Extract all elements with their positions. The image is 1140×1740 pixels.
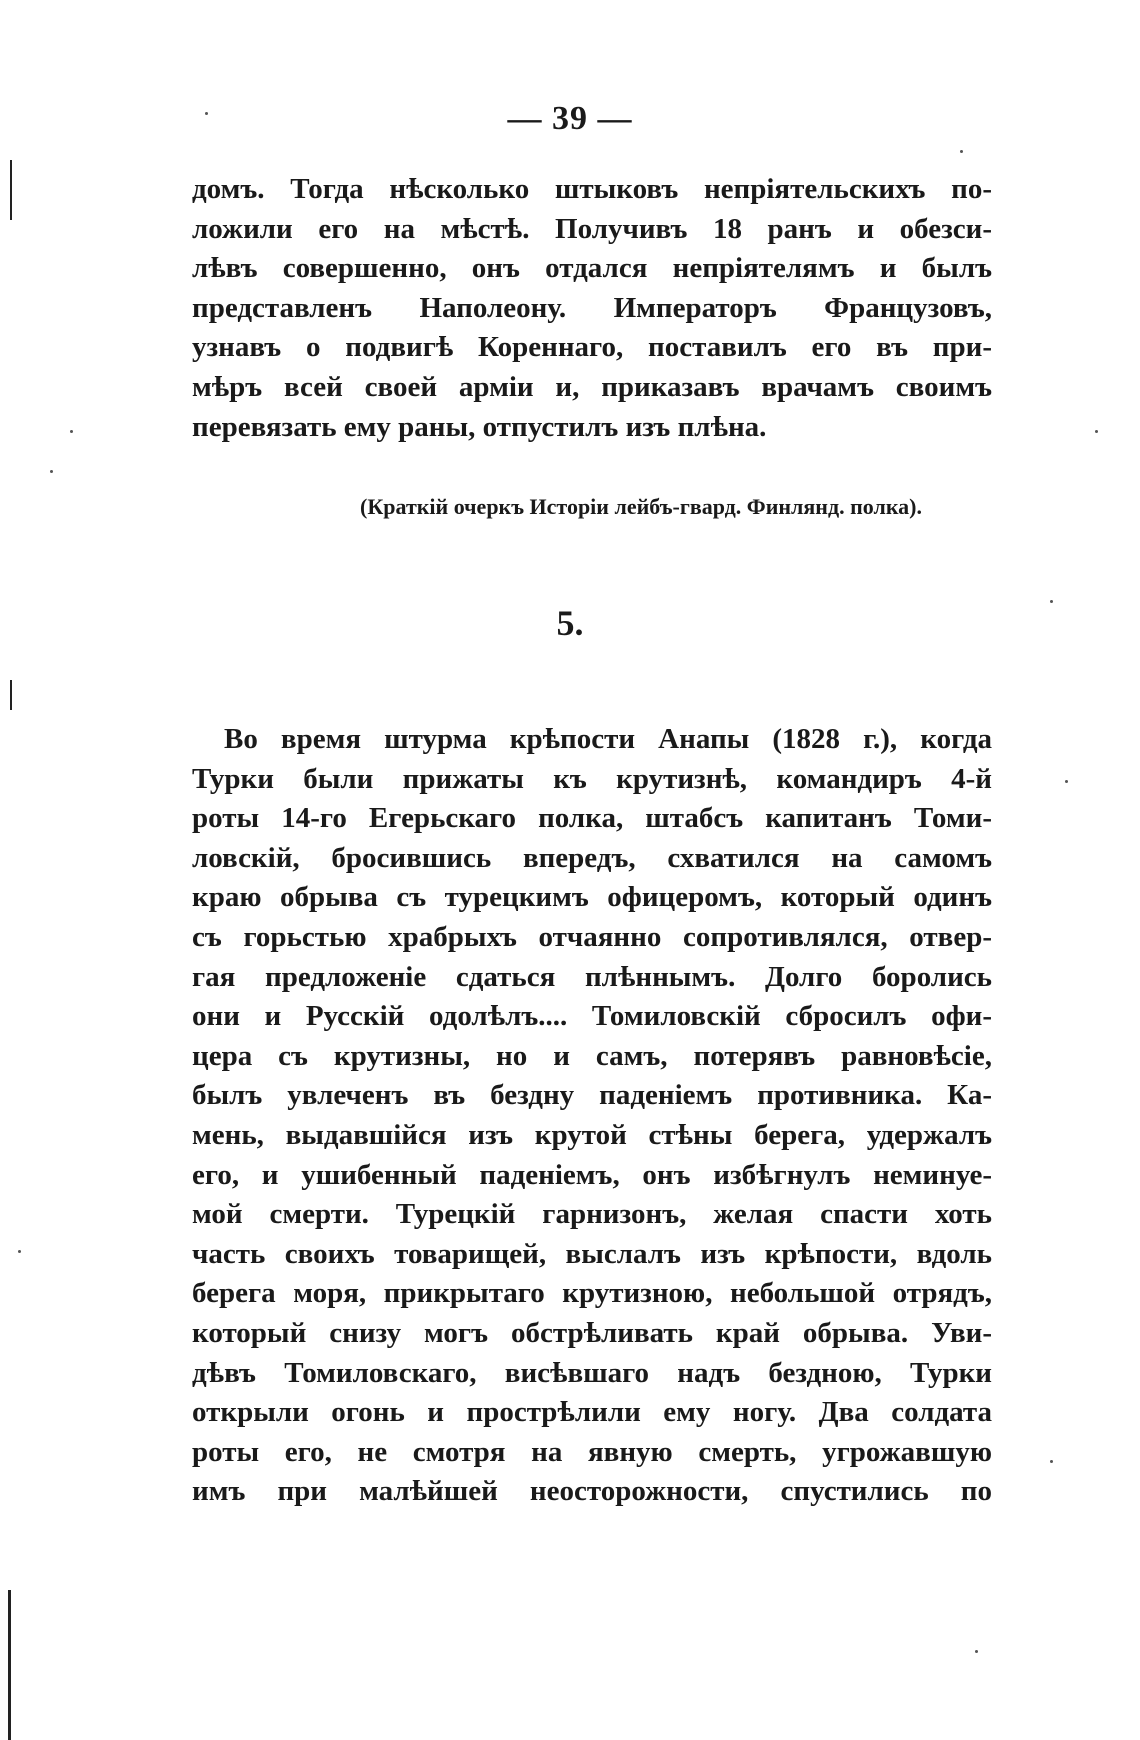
scan-speck [50, 470, 53, 473]
text-line: лѣвъ совершенно, онъ отдался непріятелямъ и былъ [192, 252, 992, 285]
text-line: мой смерти. Турецкій гарнизонъ, желая спасти хоть [192, 1198, 992, 1231]
scan-speck [1050, 1460, 1053, 1463]
text-line: домъ. Тогда нѣсколько штыковъ непріятельскихъ по- [192, 173, 992, 205]
scan-speck [975, 1650, 978, 1653]
text-line: который снизу могъ обстрѣливать край обрыва. Уви- [192, 1316, 992, 1349]
text-line: мень, выдавшійся изъ крутой стѣны берега, удержалъ [192, 1118, 992, 1151]
text-line: Во время штурма крѣпости Анапы (1828 г.), когда [224, 723, 992, 755]
text-line: его, и ушибенный паденіемъ, онъ избѣгнулъ неминуе- [192, 1158, 992, 1191]
text-line: цера съ крутизны, но и самъ, потерявъ равновѣсіе, [192, 1039, 992, 1072]
text-line: перевязать ему раны, отпустилъ изъ плѣна. [192, 410, 767, 443]
scan-speck [960, 150, 963, 153]
text-line: они и Русскій одолѣлъ.... Томиловскій сбросилъ офи- [192, 1000, 992, 1033]
source-citation: (Краткій очеркъ Исторіи лейбъ-гвард. Финлянд. полка). [360, 494, 922, 519]
text-line: краю обрыва съ турецкимъ офицеромъ, который одинъ [192, 881, 992, 914]
scan-speck [1065, 780, 1068, 783]
text-line: представленъ Наполеону. Императоръ Французовъ, [192, 291, 992, 324]
section-number: 5. [556, 603, 584, 643]
text-line: часть своихъ товарищей, выслалъ изъ крѣпости, вдоль [192, 1237, 992, 1270]
scan-speck [70, 430, 73, 433]
scan-speck [1050, 600, 1053, 603]
text-line: дѣвъ Томиловскаго, висѣвшаго надъ бездною, Турки [192, 1356, 992, 1389]
scan-margin-line [10, 680, 12, 710]
text-line: ловскій, бросившись впередъ, схватился на самомъ [192, 841, 992, 874]
text-line: Турки были прижаты къ крутизнѣ, командиръ 4-й [192, 762, 992, 795]
text-line: роты его, не смотря на явную смерть, угрожавшую [192, 1435, 992, 1468]
scan-speck [18, 1250, 21, 1253]
text-line: былъ увлеченъ въ бездну паденіемъ противника. Ка- [192, 1079, 992, 1112]
text-line: роты 14-го Егерьскаго полка, штабсъ капитанъ Томи- [192, 802, 992, 835]
text-line: гая предложеніе сдаться плѣннымъ. Долго боролись [192, 960, 992, 993]
text-line: узнавъ о подвигѣ Кореннаго, поставилъ его въ при- [192, 331, 992, 364]
text-line: открыли огонь и прострѣлили ему ногу. Два солдата [192, 1396, 992, 1429]
scan-margin-line [8, 1590, 11, 1740]
text-line: имъ при малѣйшей неосторожности, спустились по [192, 1475, 992, 1508]
scan-speck [1095, 430, 1098, 433]
paragraph-continued [192, 170, 992, 447]
scan-margin-line [10, 160, 12, 220]
paragraph-section-5 [192, 720, 992, 1512]
page-number: — 39 — [507, 100, 633, 137]
text-line: берега моря, прикрытаго крутизною, небольшой отрядъ, [192, 1277, 992, 1310]
text-line: ложили его на мѣстѣ. Получивъ 18 ранъ и обезси- [192, 212, 992, 245]
scan-speck [205, 112, 208, 115]
text-line: мѣръ всей своей арміи и, приказавъ врачамъ своимъ [192, 370, 992, 403]
text-line: съ горьстью храбрыхъ отчаянно сопротивлялся, отвер- [192, 920, 992, 953]
